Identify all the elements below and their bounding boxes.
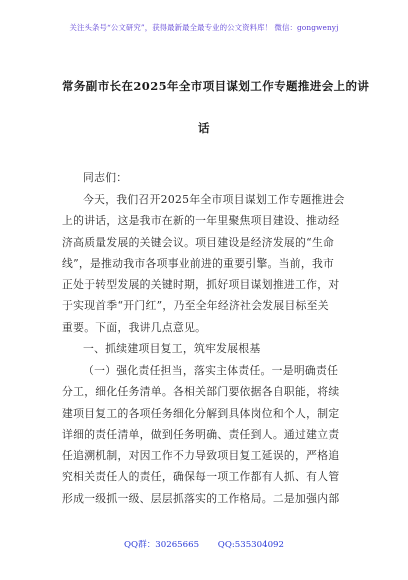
footer-qq-group: QQ群：30265665 — [124, 540, 200, 550]
text-line: 于实现首季“开门红”，乃至全年经济社会发展目标至关 — [62, 299, 329, 313]
text-line: 建项目复工的各项任务细化分解到具体岗位和个人，制定 — [62, 406, 340, 420]
text-line: 正处于转型发展的关键时期，抓好项目谋划推进工作，对 — [62, 278, 340, 292]
text-line: 分工，细化任务清单。各相关部门要依据各自职能，将续 — [62, 385, 340, 399]
paragraph-2 — [62, 360, 362, 509]
text-line: 重要。下面，我讲几点意见。 — [62, 320, 207, 334]
text-line: 线”，是推动我市各项事业前进的重要引擎。当前，我市 — [62, 256, 335, 270]
text-line: 济高质量发展的关键会议。项目建设是经济发展的“生命 — [62, 235, 335, 249]
text-line: 详细的责任清单，做到任务明确、责任到人。通过建立责 — [62, 427, 340, 441]
text-line: 任追溯机制，对因工作不力导致项目复工延误的，严格追 — [62, 449, 340, 463]
footer-contact — [0, 538, 408, 550]
paragraph-1 — [62, 189, 362, 338]
document-title-line-1: 常务副市长在2025年全市项目谋划工作专题推进会上的讲 — [62, 79, 370, 93]
salutation: 同志们： — [83, 171, 128, 184]
footer-qq-number: QQ:535304092 — [217, 540, 284, 550]
text-line: 上的讲话，这是我市在新的一年里聚焦项目建设、推动经 — [62, 214, 340, 228]
text-line: （一）强化责任担当，落实主体责任。一是明确责任 — [83, 364, 339, 377]
section-heading: 一、抓续建项目复工，筑牢发展根基 — [83, 342, 261, 355]
document-title-line-2: 话 — [198, 121, 210, 135]
text-line: 今天，我们召开2025年全市项目谋划工作专题推进会 — [83, 193, 345, 206]
header-banner: 关注头条号“公文研究”，获得最新最全最专业的公文资料库！ 微信：gongwenyj — [69, 23, 339, 32]
text-line: 形成一级抓一级、层层抓落实的工作格局。二是加强内部 — [62, 491, 340, 505]
text-line: 究相关责任人的责任，确保每一项工作都有人抓、有人管 — [62, 470, 340, 484]
